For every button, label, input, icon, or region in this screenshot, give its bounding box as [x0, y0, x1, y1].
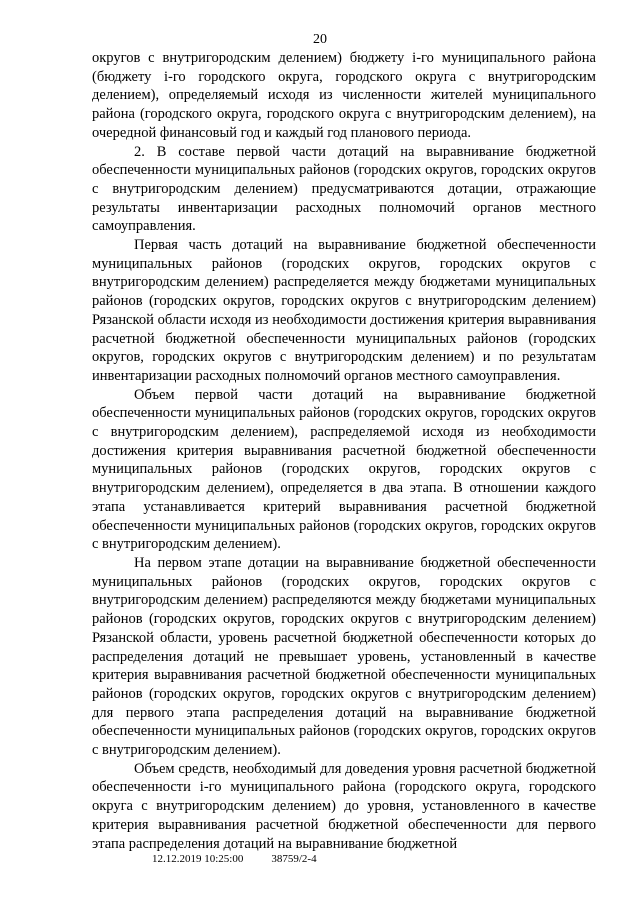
footer-doc-id: 38759/2-4	[271, 853, 317, 865]
paragraph-continuation: округов с внутригородским делением) бюджету i-го муниципального района (бюджету i-го городского округа, городского округа с внутригородским делением), определяемый исходя из численности жителей муниципального района (городского округа, городского округа с внутригородским делением), на очередной финансовый год и каждый год планового периода.	[92, 50, 596, 141]
paragraph-first-stage: На первом этапе дотации на выравнивание бюджетной обеспеченности муниципальных районов (городских округов, городских округов с внутригородским делением) распределяются между бюджетами муниципальных районов (городских округов, городских округов с внутригородским делением) Рязанской области, уровень расчетной бюджетной обеспеченности которых до распределения дотаций не превышает уровень, установленный в качестве критерия выравнивания расчетной бюджетной обеспеченности муниципальных районов (городских округов, городских округов с внутригородским делением) для первого этапа распределения дотаций на выравнивание бюджетной обеспеченности муниципальных районов (городских округов, городских округов с внутригородским делением).	[92, 554, 596, 759]
paragraph-volume: Объем первой части дотаций на выравнивание бюджетной обеспеченности муниципальных районов (городских округов, городских округов с внутригородским делением), распределяемой исходя из необходимости достижения критерия выравнивания расчетной бюджетной обеспеченности муниципальных районов (городских округов, городских округов с внутригородским делением), определяется в два этапа. В отношении каждого этапа устанавливается критерий выравнивания расчетной бюджетной обеспеченности муниципальных районов (городских округов, городских округов с внутригородским делением).	[92, 386, 596, 553]
page-number: 20	[313, 32, 327, 47]
paragraph-funds: Объем средств, необходимый для доведения уровня расчетной бюджетной обеспеченности i-го муниципального района (городского округа, городского округа с внутригородским делением) до уровня, установленного в качестве критерия выравнивания расчетной бюджетной обеспеченности для первого этапа распределения дотаций на выравнивание бюджетной	[92, 760, 596, 852]
footer-timestamp: 12.12.2019 10:25:00	[152, 853, 244, 865]
page-footer	[152, 852, 317, 866]
document-body	[92, 49, 596, 853]
paragraph-item-2: 2. В составе первой части дотаций на выравнивание бюджетной обеспеченности муниципальных районов (городских округов, городских округов с внутригородским делением) предусматриваются дотации, отражающие результаты инвентаризации расходных полномочий органов местного самоуправления.	[92, 143, 596, 235]
paragraph-first-part: Первая часть дотаций на выравнивание бюджетной обеспеченности муниципальных районов (городских округов, городских округов с внутригородским делением) распределяется между бюджетами муниципальных районов (городских округов, городских округов с внутригородским делением) Рязанской области исходя из необходимости достижения критерия выравнивания расчетной бюджетной обеспеченности муниципальных районов (городских округов, городских округов с внутригородским делением) и по результатам инвентаризации расходных полномочий органов местного самоуправления.	[92, 237, 596, 384]
